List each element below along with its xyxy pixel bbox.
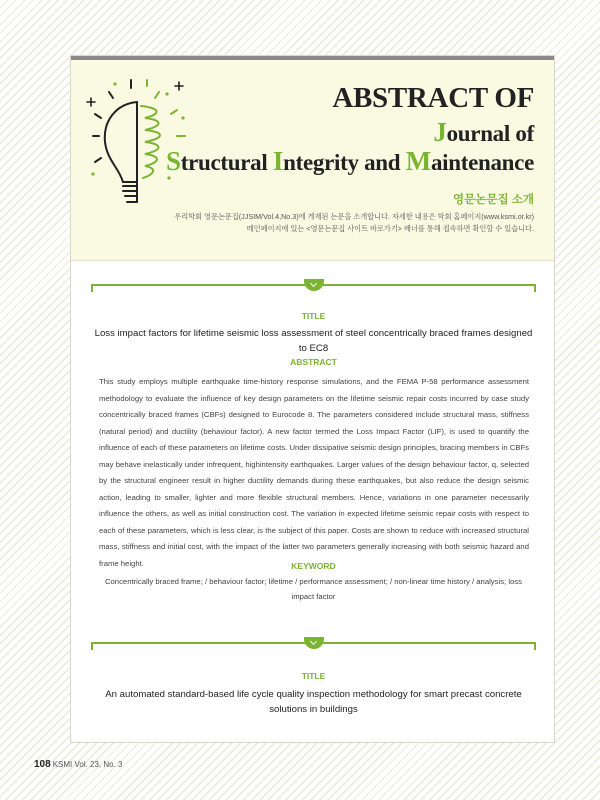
journal-name-text: aintenance	[430, 150, 534, 175]
journal-name-initial: M	[405, 146, 431, 176]
article-page	[70, 55, 555, 743]
article-1-keyword-label: KEYWORD	[291, 561, 336, 571]
section-divider	[91, 280, 536, 294]
journal-name-text: tructural	[180, 150, 273, 175]
article-2-title: An automated standard-based life cycle quality inspection methodology for smart precast concrete solutions in buildings	[105, 689, 522, 715]
section-divider	[91, 638, 536, 652]
header-title: ABSTRACT OF	[332, 82, 534, 114]
article-1-title: Loss impact factors for lifetime seismic loss assessment of steel concentrically braced frames designed to EC8	[94, 328, 533, 354]
korean-description	[174, 211, 534, 235]
korean-description-line: 메인페이지에 있는 <영문논문집 사이트 바로가기> 배너를 통해 접속하면 확인할 수 있습니다.	[246, 224, 534, 233]
article-2-title-label: TITLE	[301, 671, 326, 681]
journal-name-line-1	[433, 117, 534, 148]
journal-name-line-2	[166, 146, 534, 177]
korean-section-title: 영문논문집 소개	[453, 194, 534, 206]
article-1-abstract-label: ABSTRACT	[290, 357, 337, 367]
journal-name-text: ournal of	[446, 121, 534, 146]
journal-name-initial: S	[166, 146, 181, 176]
chevron-down-icon	[304, 279, 324, 291]
journal-name-initial: I	[272, 146, 284, 176]
lightbulb-icon	[85, 74, 195, 209]
journal-name-initial: J	[433, 117, 447, 147]
journal-header	[71, 60, 554, 261]
issue-info: KSMI Vol. 23, No. 3	[52, 760, 123, 769]
chevron-down-icon	[304, 637, 324, 649]
page-footer	[34, 759, 123, 770]
page-number: 108	[34, 759, 51, 770]
article-1-abstract: This study employs multiple earthquake time-history response simulations, and the FEMA P-58 performance assessment methodology to evaluate the influence of key design parameters on the lifetime seismic repair costs incurred by case study concentrically braced frames (CBFs) designed to Eurocode 8. The parameters considered include structural mass, stiffness (natural period) and ductility (behaviour factor). A new factor termed the Loss Impact Factor (LIF), is used to quantify the influence of each of these parameters on lifetime costs. Under dissipative seismic design principles, bracing members in CBFs may behave inelastically under infrequent, highintensity earthquakes. Larger values of the design behaviour factor, q, selected by the structural engineer result in higher ductility demands during these earthquakes, but also reduce the design seismic action, leading to smaller, lighter and more flexible structural members. Hence, variations in one parameter necessarily influence the others, as well as initial construction cost. The variation in expected lifetime seismic repair costs with respect to each of these parameters, which is less clear, is the subject of this paper. Costs are shown to reduce with increased structural mass, stiffness and initial cost, with the impact of the latter two parameters generally increasing with both seismic hazard and frame height.	[99, 377, 529, 568]
journal-name-text: ntegrity and	[283, 150, 406, 175]
article-1-keywords: Concentrically braced frame; / behaviour factor; lifetime / performance assessment; / non-linear time history / analysis; loss impact factor	[104, 577, 522, 601]
korean-description-line: 우리학회 영문논문집(JJSIM/Vol.4,No.3)에 게재된 논문을 소개합니다. 자세한 내용은 학회 홈페이지(www.ksmi.or.kr)	[174, 212, 534, 221]
article-1-title-label: TITLE	[301, 311, 326, 321]
